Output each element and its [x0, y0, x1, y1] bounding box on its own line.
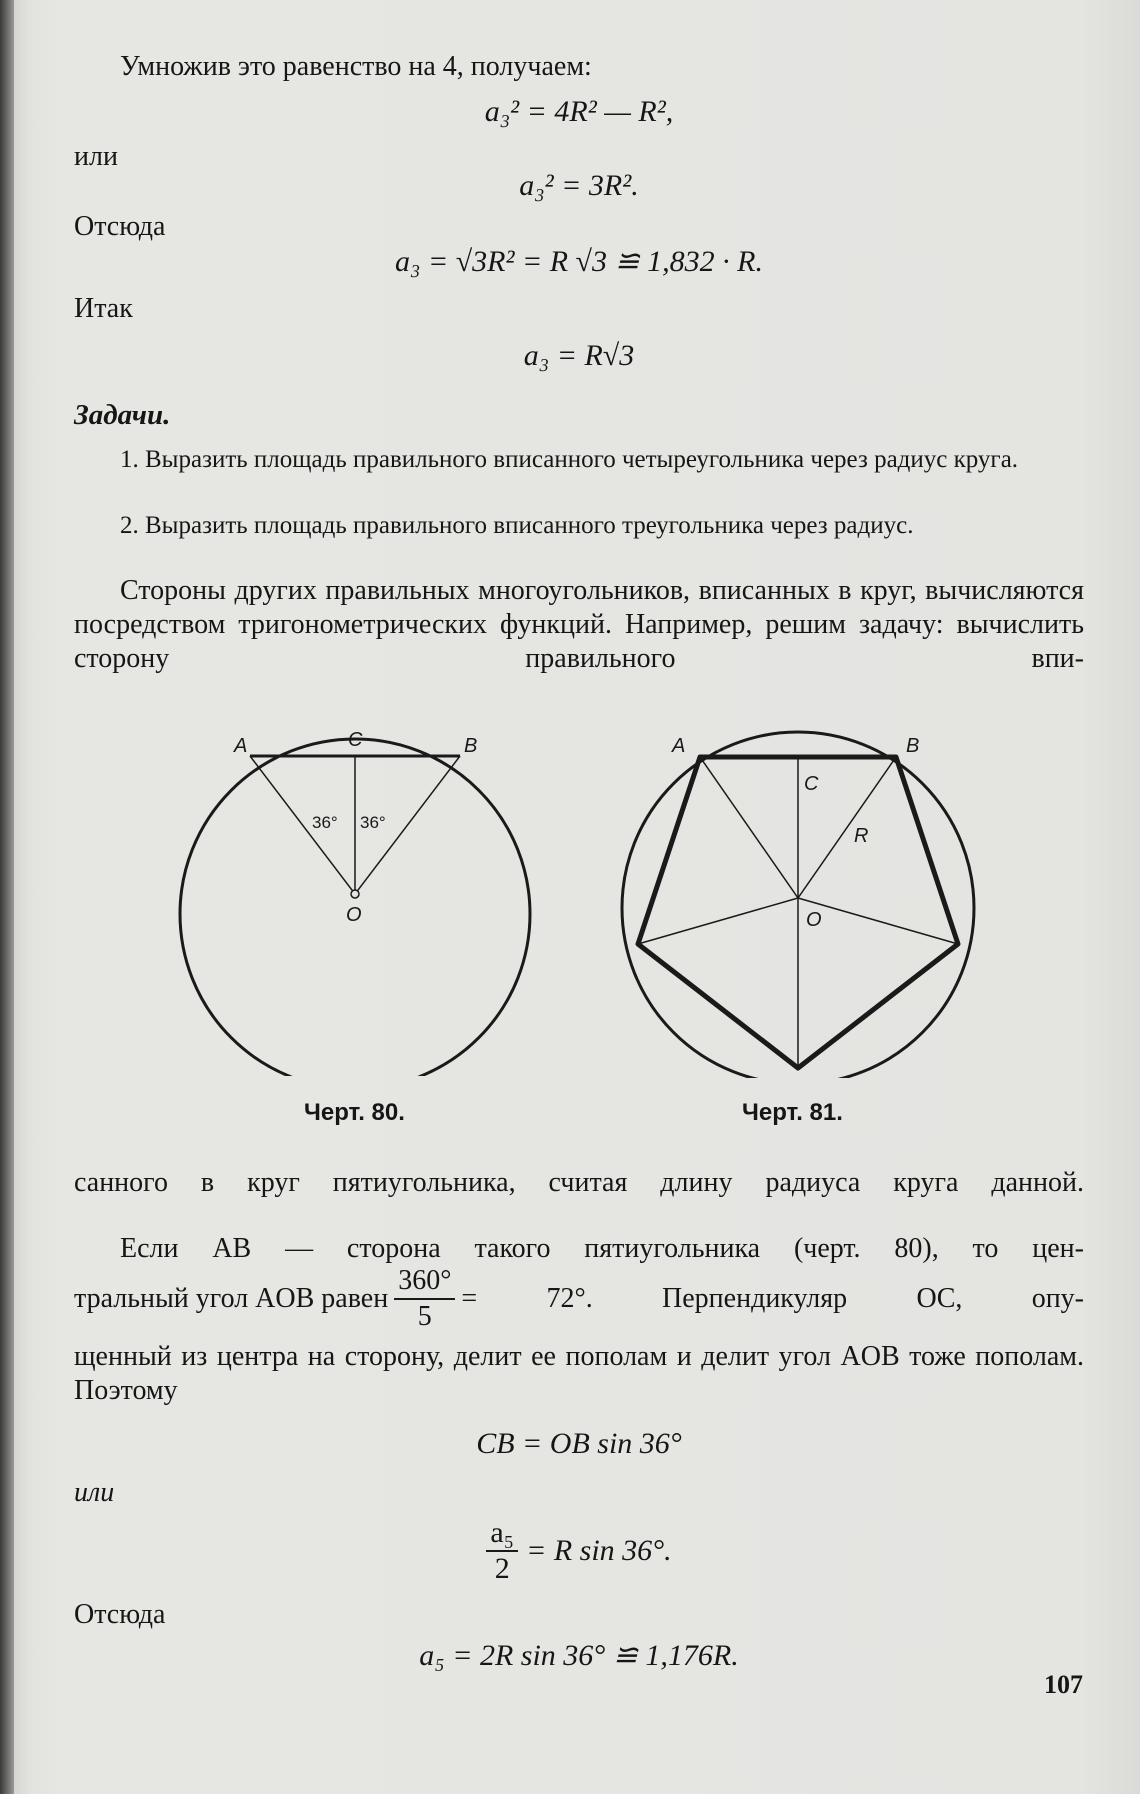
word-ili-2: или	[74, 1477, 115, 1508]
fig81-label-c: C	[804, 773, 819, 795]
formula-5: CB = OB sin 36°	[476, 1427, 682, 1460]
fig81-label-a: A	[672, 735, 686, 757]
fig81-label-r: R	[854, 825, 869, 847]
fig80-angle-left: 36°	[312, 813, 338, 832]
paragraph-sides: Стороны других правильных многоугольников, вписанных в круг, вычисляются посредством тригонометрических функций. Например, решим задачу: вычислить сторону правильного впи-	[74, 575, 1084, 674]
paragraph-ab-line-2-start: тральный угол AOB равен	[74, 1283, 389, 1314]
fig80-line-ao	[250, 756, 355, 894]
page-number: 107	[1044, 1670, 1083, 1699]
fig81-line-o-left	[638, 898, 798, 944]
figure-80	[170, 726, 540, 1076]
fig81-line-ao	[700, 757, 798, 898]
fraction-360-over-5	[394, 1264, 455, 1334]
word-otsyuda-2: Отсюда	[74, 1599, 166, 1630]
paragraph-ab-line-2-end: = 72°. Перпендикуляр OC, опу-	[461, 1283, 1084, 1314]
fraction-numerator: 360°	[394, 1264, 455, 1300]
fig81-label-b: B	[906, 735, 920, 757]
formula-3: a₃ = √3R² = R √3 ≌ 1,832 · R.	[395, 245, 763, 278]
fraction-a5-over-2	[486, 1516, 518, 1586]
paragraph-continued: санного в круг пятиугольника, считая длину радиуса круга данной.	[74, 1167, 1084, 1198]
word-itak: Итак	[74, 293, 133, 324]
figure-81	[618, 718, 988, 1078]
word-ili-1: или	[74, 141, 118, 172]
fraction2-numerator: a₅	[486, 1516, 518, 1552]
fig80-label-o: O	[346, 904, 362, 926]
formula-2: a₃² = 3R².	[519, 169, 639, 202]
fig81-line-o-right	[798, 898, 958, 944]
formula-7: a₅ = 2R sin 36° ≌ 1,176R.	[419, 1639, 739, 1672]
caption-fig-80: Черт. 80.	[304, 1099, 405, 1126]
intro-line: Умножив это равенство на 4, получаем:	[120, 51, 592, 82]
formula-4: a₃ = R√3	[523, 339, 635, 372]
word-otsyuda-1: Отсюда	[74, 211, 166, 242]
fig80-label-a: A	[234, 735, 248, 757]
fig80-center-point	[351, 890, 359, 898]
fig80-label-b: B	[464, 735, 478, 757]
fraction-denominator: 5	[417, 1301, 432, 1332]
fraction2-denominator: 2	[494, 1552, 510, 1585]
task-1: 1. Выразить площадь правильного вписанного четыреугольника через радиус круга.	[120, 446, 1019, 473]
paragraph-ab-line-3: щенный из центра на сторону, делит ее пополам и делит угол AOB тоже пополам. Поэтому	[74, 1341, 1084, 1406]
fig80-angle-right: 36°	[360, 813, 386, 832]
paragraph-ab-line-1: Если AB — сторона такого пятиугольника (черт. 80), то цен-	[120, 1233, 1084, 1264]
caption-fig-81: Черт. 81.	[742, 1099, 843, 1126]
task-2: 2. Выразить площадь правильного вписанного треугольника через радиус.	[120, 512, 914, 539]
paragraph-ab-line-2	[74, 1264, 1084, 1334]
formula-6	[74, 1516, 1084, 1586]
formula-6-rest: = R sin 36°.	[526, 1534, 672, 1567]
fig81-label-o: O	[806, 909, 822, 931]
book-spine-shadow	[0, 0, 14, 1794]
tasks-heading: Задачи.	[74, 399, 171, 431]
fig80-label-c: C	[348, 729, 363, 751]
formula-1: a₃² = 4R² — R²,	[484, 95, 674, 128]
